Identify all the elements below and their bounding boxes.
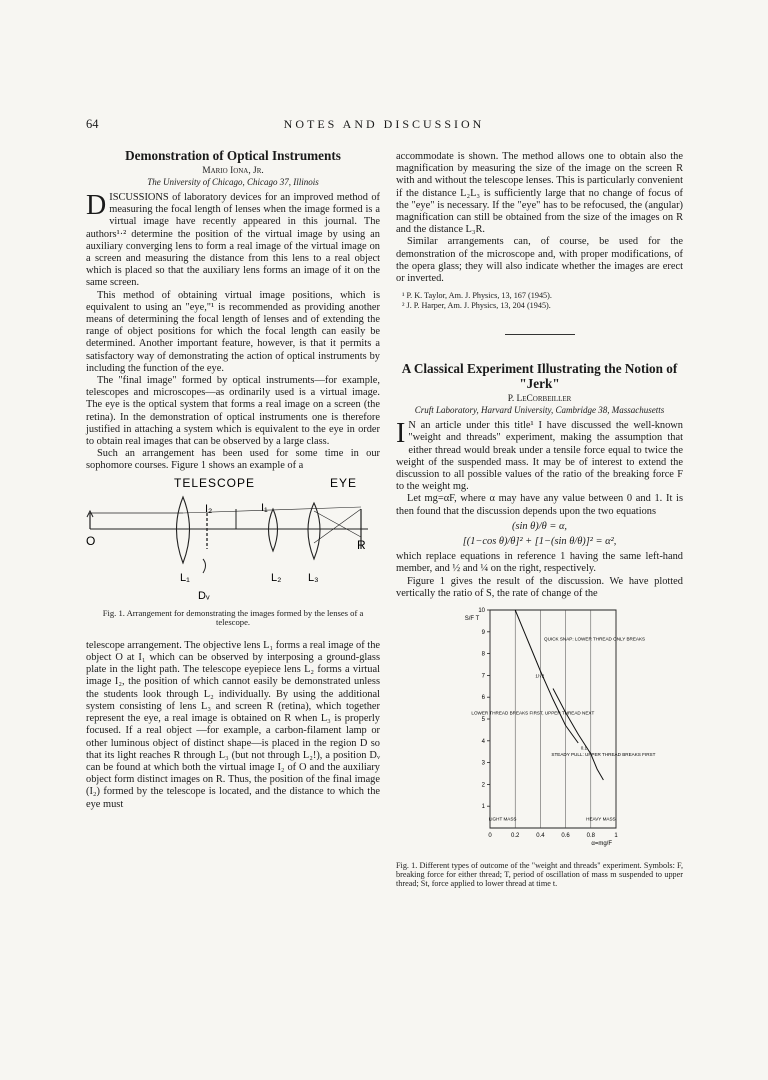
series-line-2 bbox=[553, 689, 603, 781]
equation-1: (sin θ)/θ = α, bbox=[512, 520, 567, 532]
article2-paragraph-4: Figure 1 gives the result of the discussion. We have plotted vertically the ratio of S, the rate of change of the bbox=[396, 575, 683, 599]
article1-title: Demonstration of Optical Instruments bbox=[125, 148, 341, 163]
label-i1: I₁ bbox=[261, 501, 268, 514]
y-axis-label: S/F T bbox=[464, 616, 480, 623]
article2-author: P. LeCorbeiller bbox=[507, 394, 572, 405]
reference-2: ² J. P. Harper, Am. J. Physics, 13, 204 (1945). bbox=[402, 300, 551, 310]
article1-paragraph-3: The "final image" formed by optical instruments—for example, telescopes and microscopes—as ordinarily used is a virtual image. The eye is the optical system that forms a real image on a screen (the retina). In the demonstration of optical instruments one is therefore justified in attaching a system which is equivalent to the eye in order to obtain real images that can be observed by a large class. bbox=[86, 375, 380, 448]
label-l2: L₂ bbox=[271, 571, 282, 584]
label-o: O bbox=[86, 533, 96, 548]
label-l1: L₁ bbox=[180, 571, 190, 584]
series-line-1 bbox=[515, 610, 578, 743]
label-i2: I₂ bbox=[205, 502, 213, 515]
plot-frame bbox=[490, 610, 616, 828]
y-tick-label: 6 bbox=[481, 695, 485, 702]
label-r: R bbox=[357, 537, 366, 552]
y-tick-label: 9 bbox=[481, 629, 485, 636]
annotation-quick-snap: QUICK SNAP: LOWER THREAD ONLY BREAKS bbox=[544, 636, 646, 642]
annotation-light-mass: LIGHT MASS bbox=[488, 816, 517, 822]
article1-paragraph-7: Similar arrangements can, of course, be used for the demonstration of the microscope and, with proper modifications, of the opera glass; they will also indicate whether the images are erect or inverted. bbox=[396, 236, 683, 285]
right-column bbox=[396, 151, 683, 888]
paragraph-text: ISCUSSIONS of laboratory devices for an improved method of measuring the focal length of lenses when the image formed is a virtual image have recently appeared in this journal. The authors¹·² determine the position of the virtual image by using an auxiliary converging lens to form a real image of the virtual image on a screen and measuring the distance from this lens to a real object which is placed so that the auxiliary lens forms an image of it on the same screen. bbox=[86, 192, 380, 289]
lens-l3 bbox=[308, 503, 320, 559]
y-tick-label: 10 bbox=[478, 608, 485, 615]
section-title: NOTES AND DISCUSSION bbox=[283, 117, 485, 131]
label-telescope: TELESCOPE bbox=[174, 475, 256, 490]
annotation-point: 0.1 bbox=[580, 745, 588, 751]
jerk-chart-figure bbox=[396, 600, 683, 888]
ray bbox=[314, 509, 361, 543]
telescope-diagram bbox=[86, 473, 380, 603]
label-eye: EYE bbox=[330, 475, 358, 490]
label-l3: L₃ bbox=[308, 571, 319, 584]
article2-title: A Classical Experiment Illustrating the Notion of "Jerk" bbox=[401, 361, 678, 392]
lens-l2 bbox=[269, 509, 278, 551]
x-tick-label: 0.6 bbox=[561, 833, 570, 840]
page-number: 64 bbox=[86, 117, 99, 131]
jerk-chart bbox=[396, 600, 683, 855]
divider bbox=[505, 334, 575, 335]
article1-paragraph-6: accommodate is shown. The method allows one to obtain also the magnification by measuring the size of the image on the screen R with and without the telescope lenses. This is particularly convenient if the distance L₂L₃ is sufficiently large that no change of focus of the "eye" is necessary. If the "eye" has to be refocused, the (angular) magnification can still be obtained from the size of the images on R and the distance L₃R. bbox=[396, 151, 683, 236]
article1-paragraph-5: telescope arrangement. The objective lens L₁ forms a real image of the object O at I₁ which can be observed by interposing a ground-glass plate in the light path. The telescope eyepiece lens L₂ forms a virtual image I₂, the position of which cannot easily be demonstrated unless the students look through L₂ individually. By using the additional system consisting of lens L₃ and screen R (retina), which together represent the eye, a real image is obtained on R when L₃ is properly focused. If a real object —for example, a carbon-filament lamp or other luminous object of distinct shape—is placed in the region D so that its light reaches R through L₃ (but not through L₂!), a position Dᵥ can be found at which both the virtual image I₂ of O and the auxiliary object form distinct images on R. Thus, the position of the final image (I₂) formed by the telescope is located, and the distance to which the eye must bbox=[86, 639, 380, 810]
ray bbox=[314, 511, 361, 537]
article2-affiliation: Cruft Laboratory, Harvard University, Cambridge 38, Massachusetts bbox=[414, 405, 665, 416]
y-tick-label: 8 bbox=[481, 651, 485, 658]
y-tick-label: 3 bbox=[481, 760, 485, 767]
paragraph-text: N an article under this title¹ I have discussed the well-known "weight and threads" experiment, making the assumption that either thread would break under a tensile force equal to twice the weight of the suspended mass. It may be of interest to extend the discussion to all possible values of the ratio of the breaking force F to the weight mg. bbox=[396, 420, 683, 493]
lens-d bbox=[203, 559, 206, 573]
article2-paragraph-1 bbox=[396, 420, 683, 493]
x-tick-label: 0 bbox=[488, 833, 492, 840]
article1-paragraph-1 bbox=[86, 192, 380, 290]
references bbox=[396, 291, 683, 310]
x-axis-label: α=mg/F bbox=[591, 841, 612, 848]
annotation-steady-pull: STEADY PULL: UPPER THREAD BREAKS FIRST bbox=[551, 752, 656, 758]
article2-paragraph-3: which replace equations in reference 1 having the same left-hand member, and ½ and ¼ on the right, respectively. bbox=[396, 551, 683, 575]
annotation-lower-first: LOWER THREAD BREAKS FIRST, UPPER THREAD NEXT bbox=[471, 710, 595, 716]
label-dv: Dᵥ bbox=[198, 589, 210, 602]
annotation-point: 1/√2 bbox=[535, 673, 545, 679]
article1-affiliation: The University of Chicago, Chicago 37, Illinois bbox=[147, 177, 319, 187]
article1-author: Mario Iona, Jr. bbox=[202, 166, 264, 176]
x-tick-label: 0.4 bbox=[536, 833, 545, 840]
y-tick-label: 7 bbox=[481, 673, 485, 680]
dropcap: D bbox=[86, 190, 107, 221]
annotation-heavy-mass: HEAVY MASS bbox=[586, 816, 616, 822]
y-tick-label: 2 bbox=[481, 782, 485, 789]
x-tick-label: 0.8 bbox=[586, 833, 595, 840]
y-tick-label: 5 bbox=[481, 717, 485, 724]
figure-1-caption: Fig. 1. Arrangement for demonstrating the images formed by the lenses of a telescope. bbox=[102, 607, 364, 628]
y-tick-label: 1 bbox=[481, 804, 485, 811]
article1-paragraph-4: Such an arrangement has been used for some time in our sophomore courses. Figure 1 shows an example of a bbox=[86, 448, 380, 472]
page-header bbox=[86, 117, 682, 133]
x-tick-label: 1 bbox=[614, 833, 618, 840]
dropcap: I bbox=[396, 418, 406, 450]
equation-2: [(1−cos θ)/θ]² + [1−(sin θ/θ)]² = α², bbox=[462, 536, 617, 548]
lens-l1 bbox=[177, 497, 190, 563]
article2-paragraph-2: Let mg=αF, where α may have any value between 0 and 1. It is then found that the discussion depends upon the two equations bbox=[396, 493, 683, 517]
figure-2-caption: Fig. 1. Different types of outcome of the "weight and threads" experiment. Symbols: F, breaking force for either thread; T, period of oscillation of mass m suspended to upper thread; St, force applied to lower thread at time t. bbox=[396, 861, 683, 889]
article1-paragraph-2: This method of obtaining virtual image positions, which is equivalent to using an "eye,"¹ is recommended as providing another means of determining the focal length of lenses and of extending the range of object positions for which the focal length can easily be determined. Another important feature, however, is that it permits a satisfactory way of demonstrating the action of optical instruments by including the function of the eye. bbox=[86, 289, 380, 374]
x-tick-label: 0.2 bbox=[511, 833, 520, 840]
y-tick-label: 4 bbox=[481, 738, 485, 745]
reference-1: ¹ P. K. Taylor, Am. J. Physics, 13, 167 (1945). bbox=[402, 291, 552, 301]
left-column bbox=[86, 148, 380, 811]
telescope-figure bbox=[86, 473, 380, 628]
